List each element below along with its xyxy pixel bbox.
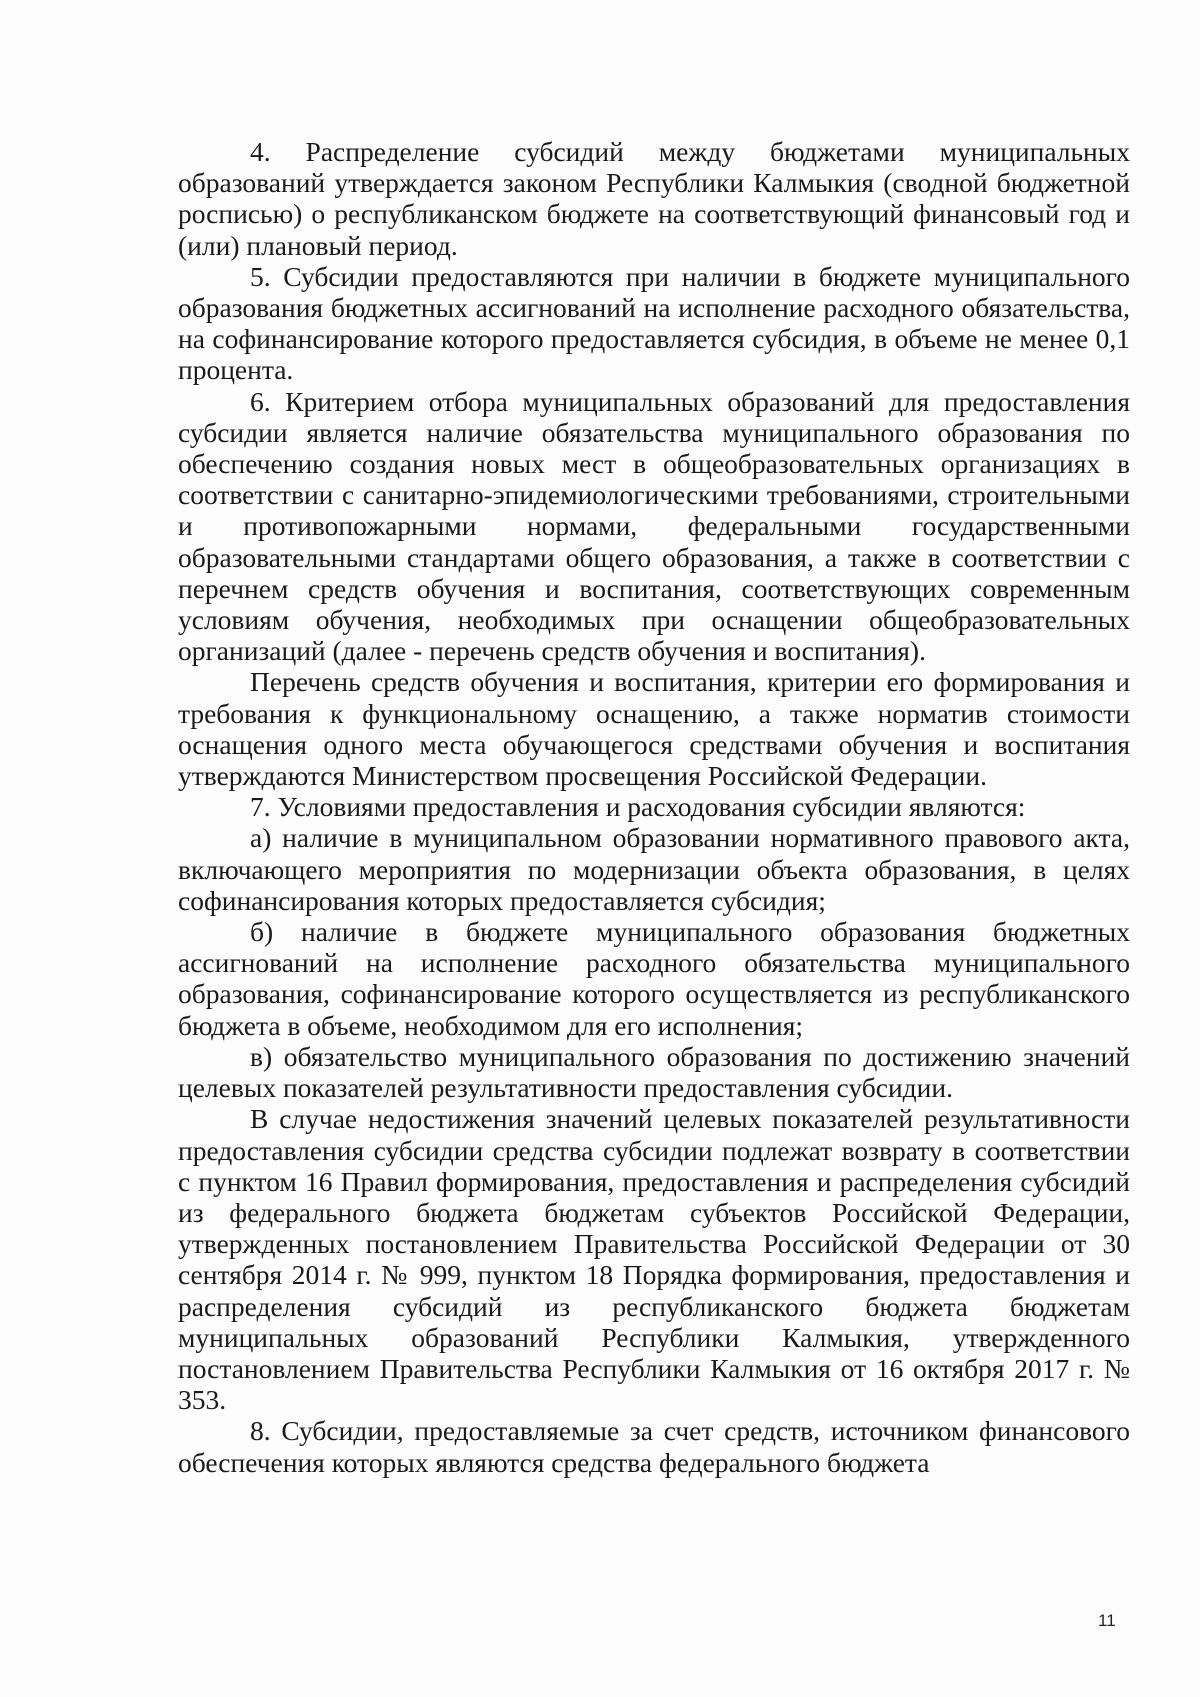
paragraph-6-continued: Перечень средств обучения и воспитания, критерии его формирования и требования к функциональному оснащению, а также норматив стоимости оснащения одного места обучающегося средствами обучения и воспитания утверждаются Министерством просвещения Российской Федерации. (178, 666, 1130, 792)
paragraph-8: 8. Субсидии, предоставляемые за счет средств, источником финансового обеспечения которых являются средства федерального бюджета (178, 1415, 1130, 1478)
paragraph-7-return: В случае недостижения значений целевых показателей результативности предоставления субсидии средства субсидии подлежат возврату в соответствии с пунктом 16 Правил формирования, предоставления и распределения субсидий из федерального бюджета бюджетам субъектов Российской Федерации, утвержденных постановлением Правительства Российской Федерации от 30 сентября 2014 г. № 999, пунктом 18 Порядка формирования, предоставления и распределения субсидий из республиканского бюджета бюджетам муниципальных образований Республики Калмыкия, утвержденного постановлением Правительства Республики Калмыкия от 16 октября 2017 г. № 353. (178, 1103, 1130, 1416)
document-body (178, 136, 1130, 1478)
paragraph-7-b: б) наличие в бюджете муниципального образования бюджетных ассигнований на исполнение расходного обязательства муниципального образования, софинансирование которого осуществляется из республиканского бюджета в объеме, необходимом для его исполнения; (178, 916, 1130, 1041)
paragraph-7: 7. Условиями предоставления и расходования субсидии являются: (250, 791, 1026, 823)
paragraph-4: 4. Распределение субсидий между бюджетами муниципальных образований утверждается законом Республики Калмыкия (сводной бюджетной росписью) о республиканском бюджете на соответствующий финансовый год и (или) плановый период. (178, 136, 1130, 261)
page-number: 11 (1098, 1611, 1116, 1630)
paragraph-6: 6. Критерием отбора муниципальных образований для предоставления субсидии является наличие обязательства муниципального образования по обеспечению создания новых мест в общеобразовательных организациях в соответствии с санитарно-эпидемиологическими требованиями, строительными и противопожарными нормами, федеральными государственными образовательными стандартами общего образования, а также в соответствии с перечнем средств обучения и воспитания, соответствующих современным условиям обучения, необходимых при оснащении общеобразовательных организаций (далее - перечень средств обучения и воспитания). (178, 385, 1130, 667)
paragraph-7-c: в) обязательство муниципального образования по достижению значений целевых показателей результативности предоставления субсидии. (178, 1040, 1130, 1104)
paragraph-7-a: а) наличие в муниципальном образовании нормативного правового акта, включающего мероприятия по модернизации объекта образования, в целях софинансирования которых предоставляется субсидия; (178, 822, 1130, 916)
paragraph-5: 5. Субсидии предоставляются при наличии в бюджете муниципального образования бюджетных ассигнований на исполнение расходного обязательства, на софинансирование которого предоставляется субсидия, в объеме не менее 0,1 процента. (178, 260, 1130, 386)
